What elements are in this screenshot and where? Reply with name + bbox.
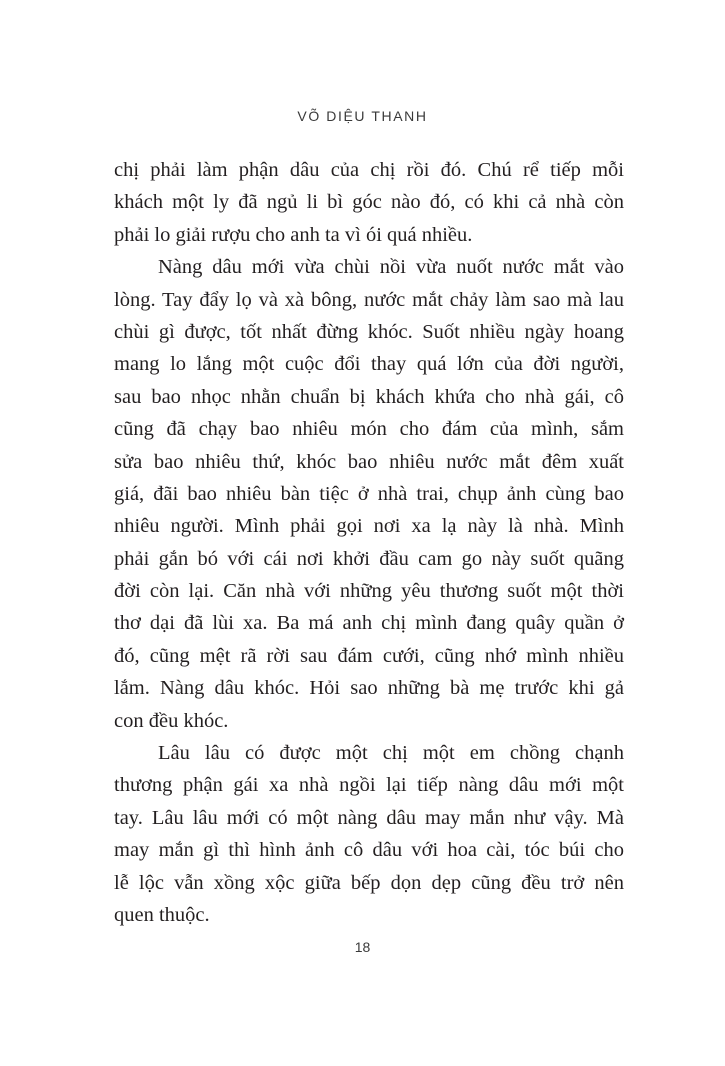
body-text [114,154,624,931]
text-line: thương phận gái xa nhà ngồi lại tiếp nàng dâu mới một [114,774,624,797]
text-line: đó, cũng mệt rã rời sau đám cưới, cũng nhớ mình nhiều [114,644,624,667]
text-line: lễ lộc vẫn xồng xộc giữa bếp dọn dẹp cũng đều trở nên [114,871,624,894]
text-line: khách một ly đã ngủ li bì góc nào đó, có khi cả nhà còn [114,191,624,214]
text-line: lắm. Nàng dâu khóc. Hỏi sao những bà mẹ trước khi gả [114,677,624,700]
text-line: Nàng dâu mới vừa chùi nồi vừa nuốt nước mắt vào [158,256,624,279]
page-number: 18 [354,939,371,955]
text-line: con đều khóc. [114,709,229,732]
text-line: lòng. Tay đẩy lọ và xà bông, nước mắt chảy làm sao mà lau [114,288,624,311]
text-line: phải gắn bó với cái nơi khởi đầu cam go này suốt quãng [114,547,624,570]
running-header: VÕ DIỆU THANH [297,108,428,124]
text-line: phải lo giải rượu cho anh ta vì ói quá nhiều. [114,223,473,246]
text-line: cũng đã chạy bao nhiêu món cho đám của mình, sắm [114,418,624,441]
paragraph-3 [114,737,624,931]
text-line: nhiêu người. Mình phải gọi nơi xa lạ này là nhà. Mình [114,515,624,538]
paragraph-2 [114,251,624,737]
paragraph-1 [114,154,624,251]
text-line: quen thuộc. [114,903,210,926]
text-line: Lâu lâu có được một chị một em chồng chạnh [158,742,624,765]
text-line: sửa bao nhiêu thứ, khóc bao nhiêu nước mắt đêm xuất [114,450,624,473]
text-line: tay. Lâu lâu mới có một nàng dâu may mắn như vậy. Mà [114,806,624,829]
text-line: giá, đãi bao nhiêu bàn tiệc ở nhà trai, chụp ảnh cùng bao [114,482,624,505]
text-line: chùi gì được, tốt nhất đừng khóc. Suốt nhiều ngày hoang [114,320,624,343]
text-line: thơ dại đã lùi xa. Ba má anh chị mình đang quây quần ở [114,612,624,635]
text-line: sau bao nhọc nhằn chuẩn bị khách khứa cho nhà gái, cô [114,385,624,408]
text-line: đời còn lại. Căn nhà với những yêu thương suốt một thời [114,580,624,603]
text-line: mang lo lắng một cuộc đổi thay quá lớn của đời người, [114,353,624,376]
text-line: chị phải làm phận dâu của chị rồi đó. Chú rể tiếp mỗi [114,159,624,181]
text-line: may mắn gì thì hình ảnh cô dâu với hoa cài, tóc búi cho [114,839,624,862]
